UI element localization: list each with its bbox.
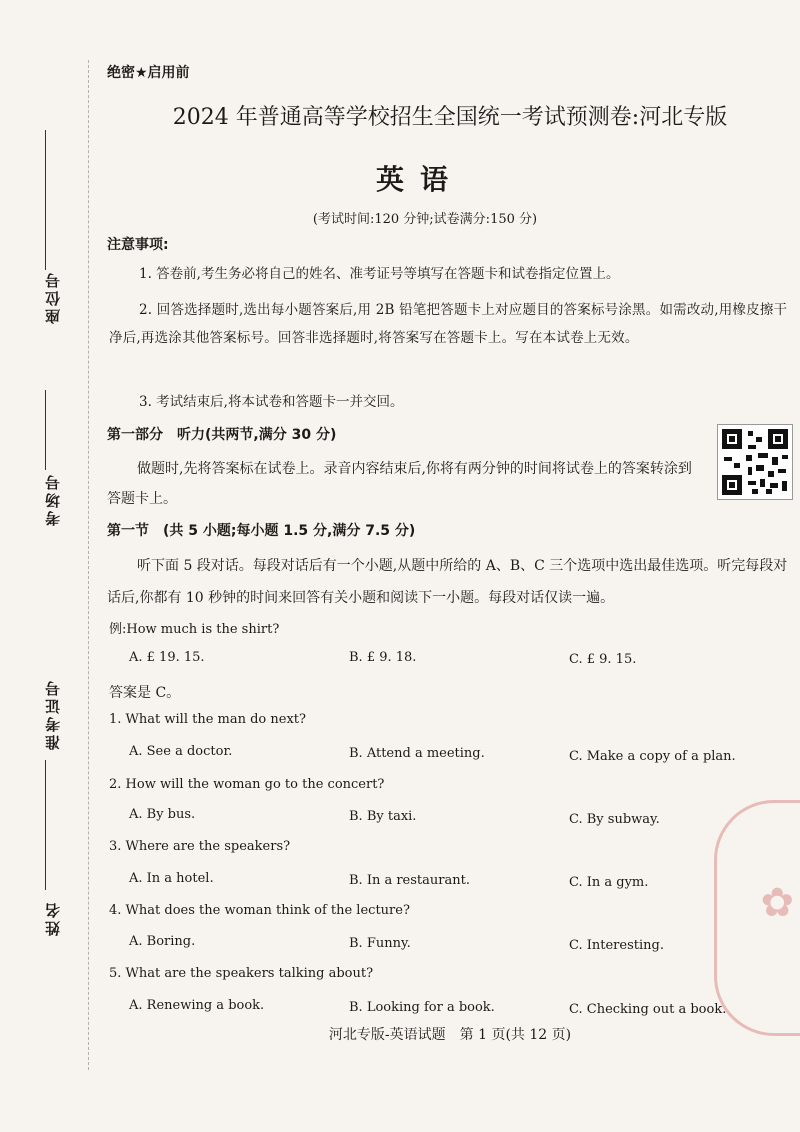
question-4-option-c: C. Interesting. [569,938,664,953]
subject-title: 英语 [375,163,464,196]
example-question: 例:How much is the shirt? [109,622,280,637]
question-1-option-a: A. See a doctor. [129,744,233,759]
question-3-option-c: C. In a gym. [569,875,649,890]
example-option-c: C. £ 9. 15. [569,652,637,667]
seat-line [45,130,46,270]
name-line [45,850,46,890]
question-2-option-b: B. By taxi. [349,809,417,824]
question-5: 5. What are the speakers talking about? [109,966,374,981]
notice-title: 注意事项: [107,237,169,253]
question-5-option-a: A. Renewing a book. [129,998,265,1013]
binding-divider [88,60,89,1070]
question-3-option-a: A. In a hotel. [129,871,214,886]
room-line [45,390,46,470]
question-2: 2. How will the woman go to the concert? [109,777,385,792]
seal-glyph-icon: ✿ [760,880,794,926]
exam-title: 2024 年普通高等学校招生全国统一考试预测卷:河北专版 [172,105,728,130]
ticket-field [30,600,90,800]
seat-label: 座位号 [44,270,62,324]
notice-item-2: 2. 回答选择题时,选出每小题答案后,用 2B 铅笔把答题卡上对应题目的答案标号涂黑。如需改动,用橡皮擦干净后,再选涂其他答案标号。回答非选择题时,将答案写在答题卡上。写在本试卷上无效。 [109,302,788,346]
section1-title: 第一节 (共 5 小题;每小题 1.5 分,满分 7.5 分) [107,523,416,539]
question-4-option-b: B. Funny. [349,936,411,951]
example-option-a: A. £ 19. 15. [129,650,205,665]
question-1-option-c: C. Make a copy of a plan. [569,749,736,764]
room-field [30,390,90,590]
question-5-option-c: C. Checking out a book. [569,1002,727,1017]
name-label: 姓名 [44,900,62,936]
question-3: 3. Where are the speakers? [109,839,291,854]
question-1: 1. What will the man do next? [109,712,306,727]
exam-time-info: (考试时间:120 分钟;试卷满分:150 分) [312,212,538,227]
part1-title: 第一部分 听力(共两节,满分 30 分) [107,427,337,443]
room-label: 考场号 [44,472,62,526]
main-content [105,0,795,1132]
question-2-option-a: A. By bus. [129,807,196,822]
notice-item-3: 3. 考试结束后,将本试卷和答题卡一并交回。 [139,394,404,410]
ticket-label: 准考证号 [44,678,62,750]
question-2-option-c: C. By subway. [569,812,660,827]
example-option-b: B. £ 9. 18. [349,650,417,665]
part1-instructions: 做题时,先将答案标在试卷上。录音内容结束后,你将有两分钟的时间将试卷上的答案转涂到答题卡上。 [107,461,692,507]
section1-instructions: 听下面 5 段对话。每段对话后有一个小题,从题中所给的 A、B、C 三个选项中选出最佳选项。听完每段对话后,你都有 10 秒钟的时间来回答有关小题和阅读下一小题。每段对话仅读一遍。 [107,558,788,606]
question-3-option-b: B. In a restaurant. [349,873,470,888]
question-1-option-b: B. Attend a meeting. [349,746,485,761]
page-footer: 河北专版-英语试题 第 1 页(共 12 页) [328,1027,572,1043]
seat-field [30,130,90,360]
qr-code-icon[interactable] [717,424,793,500]
question-4-option-a: A. Boring. [129,934,196,949]
confidential-mark: 绝密★启用前 [107,65,190,81]
question-4: 4. What does the woman think of the lecture? [109,903,410,918]
question-5-option-b: B. Looking for a book. [349,1000,495,1015]
name-field [30,850,90,970]
example-answer: 答案是 C。 [109,685,181,701]
notice-item-1: 1. 答卷前,考生务必将自己的姓名、准考证号等填写在答题卡和试卷指定位置上。 [139,266,620,282]
binding-strip [0,0,95,1132]
